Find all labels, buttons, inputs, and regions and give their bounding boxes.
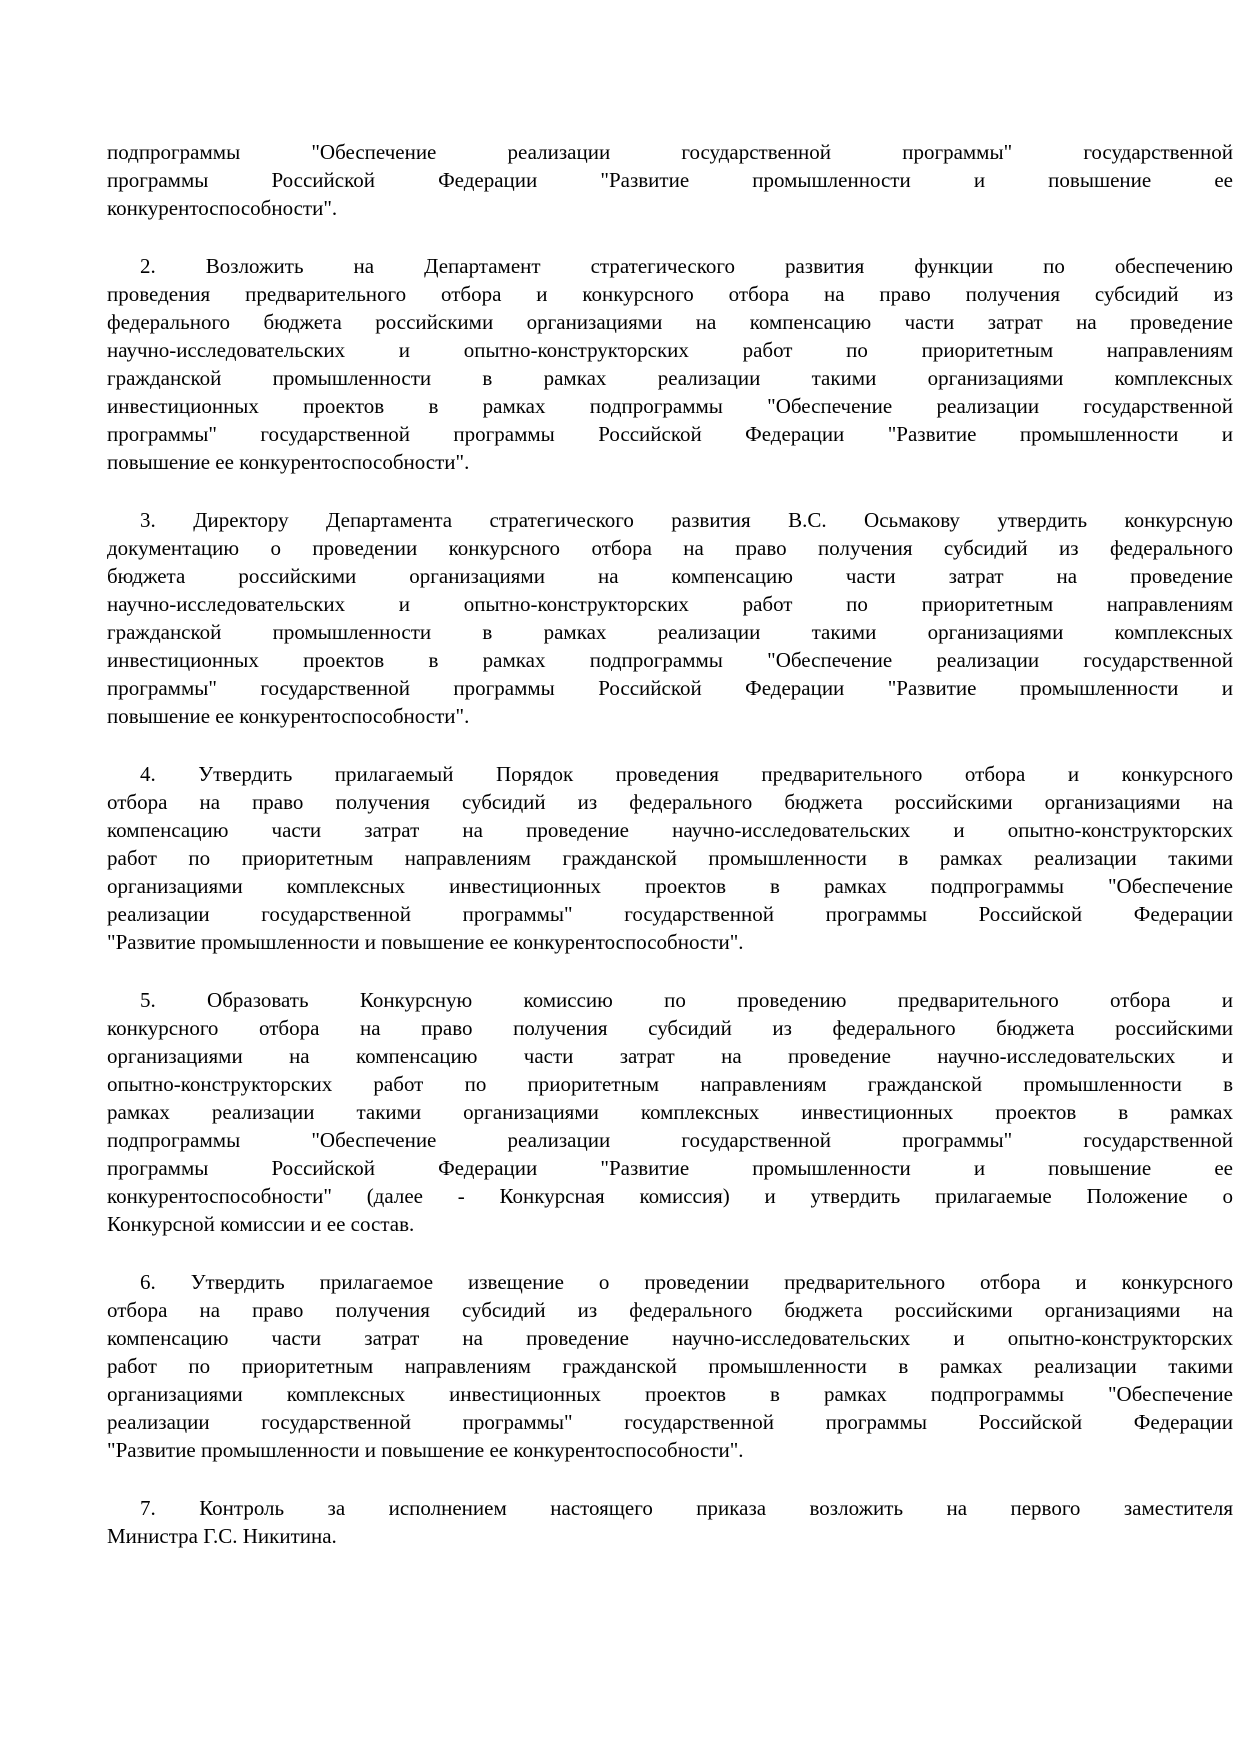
text-line: проведения предварительного отбора и конкурсного отбора на право получения субсидий из xyxy=(107,282,1233,306)
paragraph-item-7 xyxy=(107,1494,1233,1550)
text-line: 4. Утвердить прилагаемый Порядок проведения предварительного отбора и конкурсного xyxy=(140,762,1233,786)
text-line: научно-исследовательских и опытно-конструкторских работ по приоритетным направлениям xyxy=(107,592,1233,616)
paragraph-item-6 xyxy=(107,1268,1233,1464)
text-line: программы Российской Федерации "Развитие промышленности и повышение ее xyxy=(107,168,1233,192)
text-line: 2. Возложить на Департамент стратегического развития функции по обеспечению xyxy=(140,254,1233,278)
text-line: компенсацию части затрат на проведение научно-исследовательских и опытно-конструкторских xyxy=(107,818,1233,842)
text-line: конкурентоспособности". xyxy=(107,196,338,220)
text-line: 6. Утвердить прилагаемое извещение о проведении предварительного отбора и конкурсного xyxy=(140,1270,1233,1294)
paragraph-item-4 xyxy=(107,760,1233,956)
text-line: программы" государственной программы Российской Федерации "Развитие промышленности и xyxy=(107,676,1233,700)
text-line: инвестиционных проектов в рамках подпрограммы "Обеспечение реализации государственной xyxy=(107,648,1233,672)
text-line: повышение ее конкурентоспособности". xyxy=(107,450,470,474)
text-line: работ по приоритетным направлениям гражданской промышленности в рамках реализации такими xyxy=(107,1354,1233,1378)
text-line: организациями комплексных инвестиционных проектов в рамках подпрограммы "Обеспечение xyxy=(107,1382,1233,1406)
text-line: 3. Директору Департамента стратегического развития В.С. Осьмакову утвердить конкурсную xyxy=(140,508,1233,532)
text-line: реализации государственной программы" государственной программы Российской Федерации xyxy=(107,902,1233,926)
text-line: программы Российской Федерации "Развитие промышленности и повышение ее xyxy=(107,1156,1233,1180)
text-line: документацию о проведении конкурсного отбора на право получения субсидий из федерального xyxy=(107,536,1233,560)
text-line: подпрограммы "Обеспечение реализации государственной программы" государственной xyxy=(107,1128,1233,1152)
text-line: федерального бюджета российскими организациями на компенсацию части затрат на проведение xyxy=(107,310,1233,334)
document-text-body xyxy=(107,138,1233,1580)
text-line: реализации государственной программы" государственной программы Российской Федерации xyxy=(107,1410,1233,1434)
text-line: конкурсного отбора на право получения субсидий из федерального бюджета российскими xyxy=(107,1016,1233,1040)
text-line: организациями на компенсацию части затрат на проведение научно-исследовательских и xyxy=(107,1044,1233,1068)
text-line: Министра Г.С. Никитина. xyxy=(107,1524,337,1548)
text-line: 7. Контроль за исполнением настоящего приказа возложить на первого заместителя xyxy=(140,1496,1233,1520)
text-line: научно-исследовательских и опытно-конструкторских работ по приоритетным направлениям xyxy=(107,338,1233,362)
text-line: отбора на право получения субсидий из федерального бюджета российскими организациями на xyxy=(107,790,1233,814)
text-line: работ по приоритетным направлениям гражданской промышленности в рамках реализации такими xyxy=(107,846,1233,870)
text-line: Конкурсной комиссии и ее состав. xyxy=(107,1212,415,1236)
text-line: отбора на право получения субсидий из федерального бюджета российскими организациями на xyxy=(107,1298,1233,1322)
text-line: "Развитие промышленности и повышение ее конкурентоспособности". xyxy=(107,1438,744,1462)
text-line: компенсацию части затрат на проведение научно-исследовательских и опытно-конструкторских xyxy=(107,1326,1233,1350)
text-line: гражданской промышленности в рамках реализации такими организациями комплексных xyxy=(107,366,1233,390)
text-line: инвестиционных проектов в рамках подпрограммы "Обеспечение реализации государственной xyxy=(107,394,1233,418)
text-line: организациями комплексных инвестиционных проектов в рамках подпрограммы "Обеспечение xyxy=(107,874,1233,898)
text-line: подпрограммы "Обеспечение реализации государственной программы" государственной xyxy=(107,140,1233,164)
text-line: программы" государственной программы Российской Федерации "Развитие промышленности и xyxy=(107,422,1233,446)
text-line: гражданской промышленности в рамках реализации такими организациями комплексных xyxy=(107,620,1233,644)
text-line: повышение ее конкурентоспособности". xyxy=(107,704,470,728)
paragraph-item-2 xyxy=(107,252,1233,476)
text-line: бюджета российскими организациями на компенсацию части затрат на проведение xyxy=(107,564,1233,588)
text-line: "Развитие промышленности и повышение ее конкурентоспособности". xyxy=(107,930,744,954)
text-line: конкурентоспособности" (далее - Конкурсная комиссия) и утвердить прилагаемые Положение о xyxy=(107,1184,1233,1208)
text-line: 5. Образовать Конкурсную комиссию по проведению предварительного отбора и xyxy=(140,988,1233,1012)
paragraph-item-5 xyxy=(107,986,1233,1238)
text-line: опытно-конструкторских работ по приоритетным направлениям гражданской промышленности в xyxy=(107,1072,1233,1096)
paragraph-continuation xyxy=(107,138,1233,222)
text-line: рамках реализации такими организациями комплексных инвестиционных проектов в рамках xyxy=(107,1100,1233,1124)
paragraph-item-3 xyxy=(107,506,1233,730)
